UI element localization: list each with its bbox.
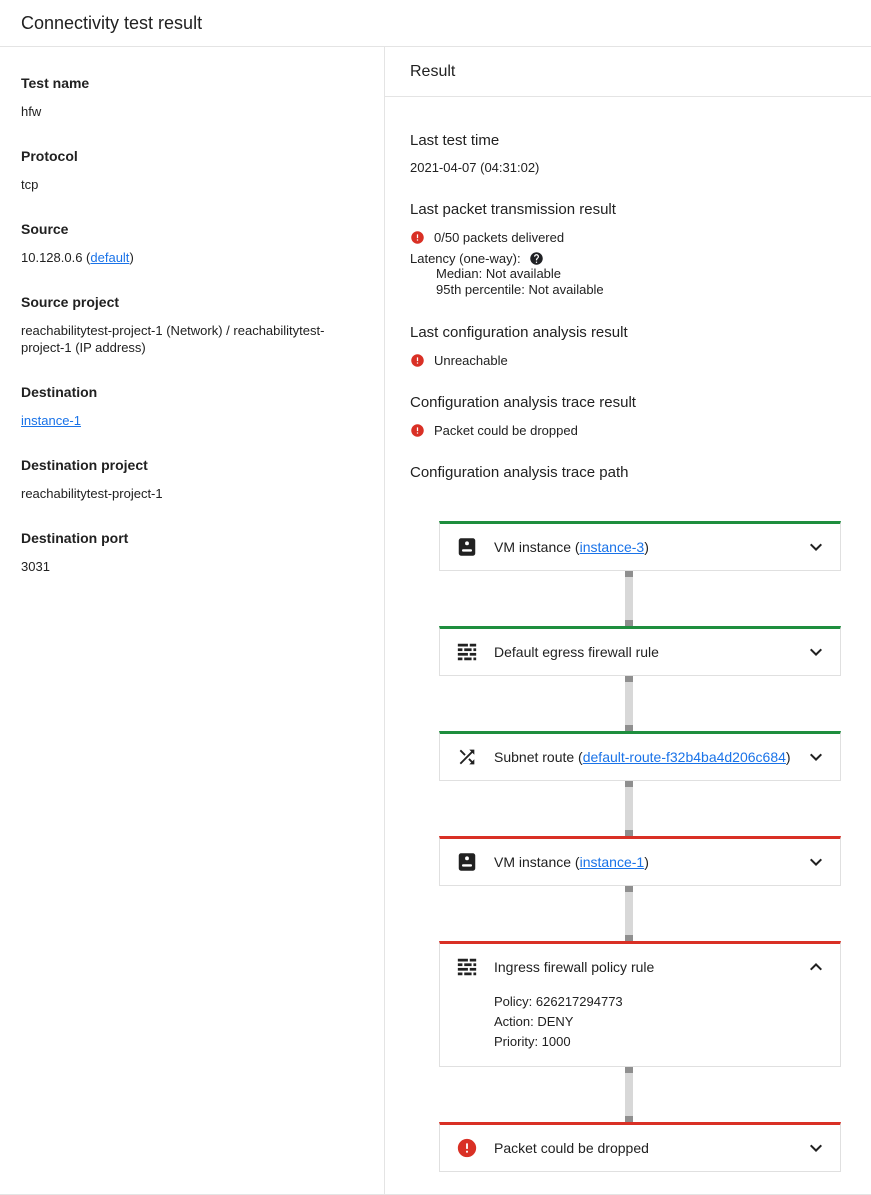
trace-step-ingress-firewall-policy-rule (439, 941, 841, 1067)
trace-connector (625, 1067, 633, 1122)
title-text: ) (644, 854, 649, 870)
packets-delivered-row (410, 230, 841, 245)
title-text: ) (644, 539, 649, 555)
source-network-link[interactable]: default (90, 250, 130, 265)
field-destination (21, 384, 360, 429)
field-source (21, 221, 360, 266)
chevron-down-icon[interactable] (804, 1136, 828, 1160)
last-test-time-value: 2021-04-07 (04:31:02) (410, 160, 540, 175)
field-label: Destination (21, 384, 98, 400)
trace-step-vm-instance-3 (439, 521, 841, 571)
latency-median: Median: Not available (436, 266, 562, 281)
field-label: Destination project (21, 457, 148, 473)
field-value (21, 249, 360, 266)
trace-result-heading: Configuration analysis trace result (410, 394, 636, 411)
field-destination-project (21, 457, 360, 502)
trace-result-row (410, 423, 841, 438)
vm-instance-icon (456, 851, 478, 873)
trace-step-vm-instance-1 (439, 836, 841, 886)
field-value: 3031 (21, 559, 50, 574)
detail-action: Action: DENY (494, 1014, 574, 1029)
step-header[interactable] (440, 524, 840, 570)
vm-instance-icon (456, 536, 478, 558)
error-icon (410, 353, 425, 368)
field-label: Destination port (21, 530, 129, 546)
trace-connector (625, 781, 633, 836)
instance-1-link[interactable]: instance-1 (579, 854, 645, 870)
chevron-down-icon[interactable] (804, 850, 828, 874)
step-header[interactable] (440, 734, 840, 780)
latency-label: Latency (one-way): (410, 251, 521, 266)
latency-row (410, 251, 841, 266)
field-label: Protocol (21, 148, 78, 164)
field-destination-port (21, 530, 360, 575)
error-icon (456, 1137, 478, 1159)
config-analysis-row (410, 353, 841, 368)
trace-path (439, 521, 841, 1172)
chevron-up-icon[interactable] (804, 955, 828, 979)
field-test-name (21, 75, 360, 120)
title-text: Subnet route ( (494, 749, 583, 765)
step-header[interactable] (440, 629, 840, 675)
step-header[interactable] (440, 944, 840, 990)
trace-path-heading: Configuration analysis trace path (410, 464, 629, 481)
latency-95th-percentile: 95th percentile: Not available (436, 282, 604, 297)
result-body (385, 97, 871, 1172)
destination-instance-link[interactable]: instance-1 (21, 413, 81, 428)
result-header (385, 47, 871, 97)
instance-3-link[interactable]: instance-3 (579, 539, 645, 555)
page-title: Connectivity test result (21, 12, 203, 33)
field-value: tcp (21, 177, 39, 192)
page-header (0, 0, 871, 47)
error-icon (410, 423, 425, 438)
trace-connector (625, 676, 633, 731)
step-header[interactable] (440, 839, 840, 885)
field-protocol (21, 148, 360, 193)
title-text: VM instance ( (494, 854, 580, 870)
main-content (0, 47, 871, 1195)
field-label: Source project (21, 294, 120, 310)
step-title: Packet could be dropped (494, 1140, 649, 1156)
packet-transmission-heading: Last packet transmission result (410, 201, 616, 218)
detail-policy: Policy: 626217294773 (494, 994, 623, 1009)
packets-delivered-text: 0/50 packets delivered (434, 230, 565, 245)
trace-step-packet-dropped (439, 1122, 841, 1172)
field-label: Test name (21, 75, 90, 91)
chevron-down-icon[interactable] (804, 535, 828, 559)
field-source-project (21, 294, 360, 356)
step-title: Ingress firewall policy rule (494, 959, 655, 975)
config-analysis-value: Unreachable (434, 353, 508, 368)
field-value: reachabilitytest-project-1 (21, 486, 163, 501)
step-header[interactable] (440, 1125, 840, 1171)
error-icon (410, 230, 425, 245)
step-details (440, 990, 840, 1066)
field-value: hfw (21, 104, 42, 119)
step-title (494, 539, 649, 555)
detail-priority: Priority: 1000 (494, 1034, 571, 1049)
trace-connector (625, 571, 633, 626)
trace-result-value: Packet could be dropped (434, 423, 578, 438)
help-icon[interactable] (529, 251, 544, 266)
field-value: reachabilitytest-project-1 (Network) / reachabilitytest-project-1 (IP address) (21, 323, 325, 355)
step-title (494, 749, 791, 765)
route-icon (456, 746, 478, 768)
trace-step-egress-firewall-rule (439, 626, 841, 676)
test-details-panel (0, 47, 385, 1194)
chevron-down-icon[interactable] (804, 640, 828, 664)
result-title: Result (410, 62, 456, 80)
default-route-link[interactable]: default-route-f32b4ba4d206c684 (582, 749, 786, 765)
firewall-icon (456, 641, 478, 663)
trace-connector (625, 886, 633, 941)
value-text: 10.128.0.6 ( (21, 250, 91, 265)
value-text: ) (129, 250, 134, 265)
title-text: VM instance ( (494, 539, 580, 555)
step-title: Default egress firewall rule (494, 644, 659, 660)
field-value (21, 412, 360, 429)
last-test-time-heading: Last test time (410, 132, 500, 149)
trace-step-subnet-route (439, 731, 841, 781)
chevron-down-icon[interactable] (804, 745, 828, 769)
title-text: ) (785, 749, 791, 765)
result-panel (385, 47, 871, 1194)
step-title (494, 854, 649, 870)
field-label: Source (21, 221, 69, 237)
firewall-icon (456, 956, 478, 978)
config-analysis-heading: Last configuration analysis result (410, 324, 628, 341)
